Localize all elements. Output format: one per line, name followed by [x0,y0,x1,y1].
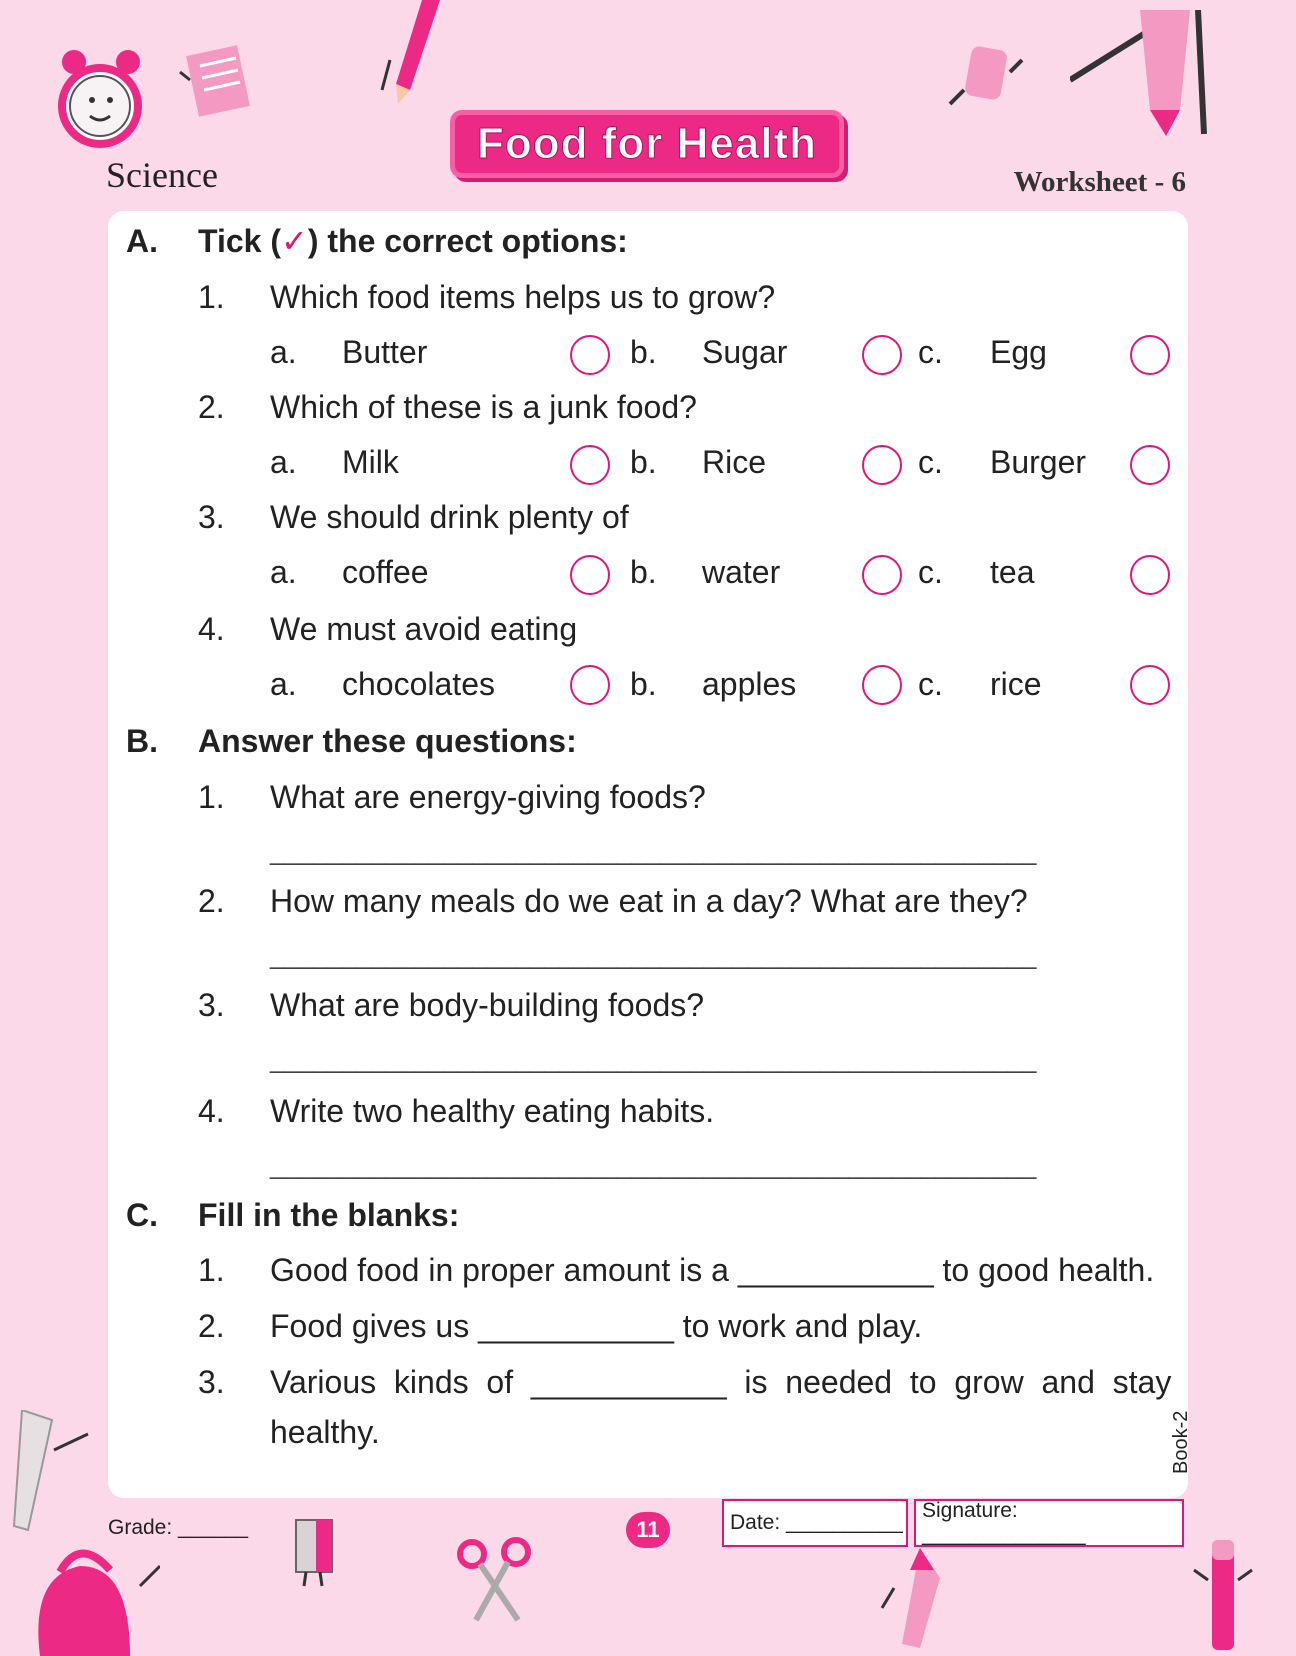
blank-sentence-continued: healthy. [270,1414,380,1450]
question-number: 1. [198,279,225,315]
sharpener-icon [286,1514,346,1590]
option-letter: b. [630,554,657,590]
option-text: apples [702,666,797,702]
question-number: 3. [198,987,225,1023]
option-circle[interactable] [570,665,610,705]
option-circle[interactable] [862,335,902,375]
option-letter: a. [270,666,297,702]
option-letter: a. [270,554,297,590]
scissors-icon [456,1536,532,1622]
option-letter: c. [918,554,943,590]
pencils-icon [1070,10,1210,140]
blank-number: 3. [198,1364,225,1400]
option-text: rice [990,666,1042,702]
option-text: Egg [990,334,1047,370]
option-circle[interactable] [570,335,610,375]
question-number: 3. [198,499,225,535]
option-text: Milk [342,444,399,480]
option-circle[interactable] [570,555,610,595]
option-letter: a. [270,334,297,370]
question-text: We must avoid eating [270,611,578,647]
option-circle[interactable] [1130,445,1170,485]
question-number: 2. [198,883,225,919]
worksheet-label: Worksheet - 6 [1013,166,1186,198]
crayon-icon [880,1548,960,1648]
section-b-heading: Answer these questions: [198,723,577,759]
pencil-icon [380,0,450,110]
option-circle[interactable] [862,665,902,705]
question-text: Which food items helps us to grow? [270,279,776,315]
blank-sentence[interactable]: Good food in proper amount is a ___________ to good health. [270,1252,1155,1288]
option-circle[interactable] [862,445,902,485]
eraser-icon [944,44,1024,120]
option-circle[interactable] [570,445,610,485]
blank-sentence[interactable]: Various kinds of ___________ is needed to grow and stay [270,1364,1172,1400]
option-text: Sugar [702,334,788,370]
page-number: 11 [626,1512,670,1548]
option-letter: b. [630,444,657,480]
option-text: water [702,554,781,590]
pen-icon [1188,1540,1258,1656]
signature-label: Signature: ______________ [922,1499,1086,1546]
option-letter: b. [630,666,657,702]
date-label: Date: __________ [730,1511,903,1534]
option-letter: c. [918,666,943,702]
option-circle[interactable] [1130,665,1170,705]
question-text: How many meals do we eat in a day? What are they? [270,883,1028,919]
option-text: Rice [702,444,767,480]
signature-field[interactable] [914,1499,1184,1547]
blank-sentence[interactable]: Food gives us ___________ to work and play. [270,1308,923,1344]
question-text: What are body-building foods? [270,987,705,1023]
option-circle[interactable] [1130,555,1170,595]
answer-line[interactable]: _____________________________________________________ [270,940,1037,970]
option-circle[interactable] [862,555,902,595]
option-letter: c. [918,334,943,370]
question-text: Which of these is a junk food? [270,389,697,425]
section-a-letter: A. [126,223,158,259]
check-mark-icon: ✓ [281,223,308,259]
question-number: 4. [198,1093,225,1129]
page-title: Food for Health [476,119,818,168]
option-circle[interactable] [1130,335,1170,375]
title-banner [450,110,844,178]
option-text: chocolates [342,666,495,702]
answer-line[interactable]: _____________________________________________________ [270,836,1037,866]
option-letter: b. [630,334,657,370]
date-field[interactable] [722,1499,908,1547]
section-a-heading [198,222,628,260]
question-number: 2. [198,389,225,425]
subject-label: Science [106,155,218,195]
section-a-heading-post: ) the correct options: [307,223,628,259]
option-letter: a. [270,444,297,480]
question-number: 1. [198,779,225,815]
alarm-clock-icon [52,44,152,156]
book-label: Book-2 [1170,1410,1192,1474]
section-a-heading-pre: Tick ( [198,223,281,259]
ruler-icon [8,1410,98,1540]
question-text: What are energy-giving foods? [270,779,706,815]
section-c-letter: C. [126,1197,158,1233]
blank-number: 1. [198,1252,225,1288]
question-number: 4. [198,611,225,647]
option-letter: c. [918,444,943,480]
option-text: Butter [342,334,428,370]
section-b-letter: B. [126,723,158,759]
answer-line[interactable]: _____________________________________________________ [270,1044,1037,1074]
question-text: We should drink plenty of [270,499,629,535]
section-c-heading: Fill in the blanks: [198,1197,460,1233]
bag-icon [20,1526,160,1656]
option-text: coffee [342,554,429,590]
option-text: tea [990,554,1035,590]
blank-number: 2. [198,1308,225,1344]
grade-field[interactable]: Grade: ______ [108,1516,249,1539]
question-text: Write two healthy eating habits. [270,1093,715,1129]
notepad-icon [176,44,256,124]
answer-line[interactable]: _____________________________________________________ [270,1150,1037,1180]
option-text: Burger [990,444,1087,480]
